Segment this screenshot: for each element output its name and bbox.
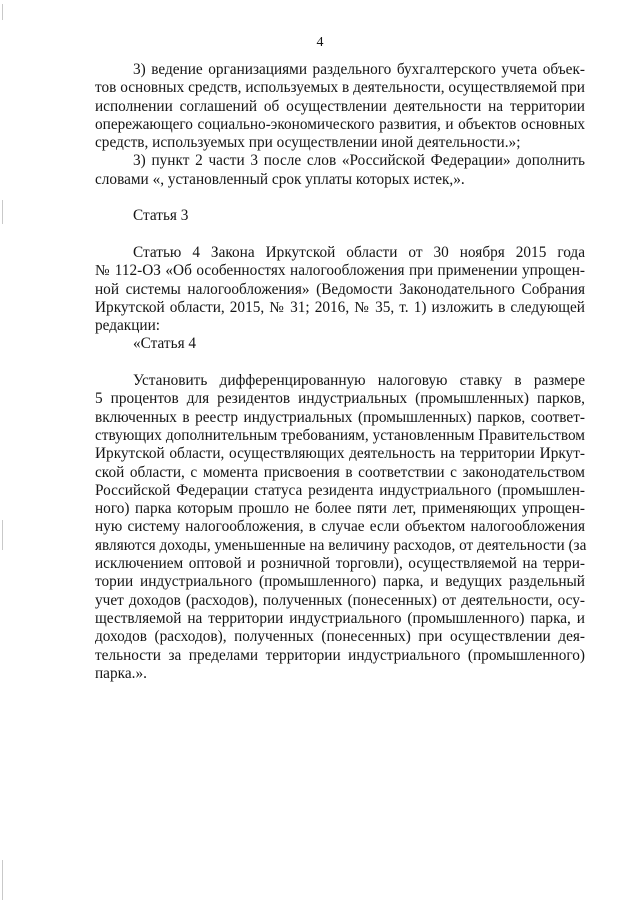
text-line: № 112-ОЗ «Об особенностях налогообложения при применении упрощен-: [95, 262, 585, 280]
text-line: включенных в реестр индустриальных (промышленных) парков, соответ-: [95, 408, 585, 426]
article-3-heading: Статья 3: [133, 207, 189, 225]
text-line: Статью 4 Закона Иркутской области от 30 ноября 2015 года: [133, 243, 585, 261]
text-line: Установить дифференцированную налоговую ставку в размере: [133, 372, 585, 390]
text-line: 3) ведение организациями раздельного бухгалтерского учета объек-: [133, 61, 585, 78]
text-line: словами «, установленный срок уплаты которых истек,».: [95, 170, 465, 188]
text-line: 5 процентов для резидентов индустриальных (промышленных) парков,: [95, 390, 585, 408]
text-line: исполнении соглашений об осуществлении деятельности на территории: [95, 97, 585, 115]
text-line: парка.».: [95, 664, 147, 682]
text-line: ную систему налогообложения, в случае если объектом налогообложения: [95, 518, 585, 536]
paragraph-item-3-supplement: [95, 152, 585, 189]
text-line: учет доходов (расходов), полученных (понесенных) от деятельности, осу-: [95, 591, 585, 609]
text-line: ществляемой на территории индустриального (промышленного) парка, и: [95, 609, 585, 627]
scan-edge-mark: [2, 200, 3, 224]
text-line: являются доходы, уменьшенные на величину расходов, от деятельности (за: [95, 536, 587, 554]
text-line: тельности за пределами территории индустриального (промышленного): [95, 646, 585, 664]
paragraph-article-4-text: [95, 372, 585, 683]
text-line: редакции:: [95, 317, 161, 335]
text-line: средств, используемых при осуществлении иной деятельности.»;: [95, 134, 521, 152]
text-line: ного) парка которым прошло не более пяти лет, применяющих упрощен-: [95, 500, 585, 518]
text-line: тов основных средств, используемых в деятельности, осуществляемой при: [95, 79, 585, 97]
document-body: [95, 61, 585, 683]
paragraph-item-3-accounting: [95, 61, 585, 152]
text-line: ствующих дополнительным требованиям, установленным Правительством: [95, 426, 585, 444]
scan-edge-mark: [2, 520, 3, 550]
text-line: тории индустриального (промышленного) парка, и ведущих раздельный: [95, 573, 585, 591]
text-line: опережающего социально-экономического развития, и объектов основных: [95, 115, 585, 133]
paragraph-article-3-text: [95, 244, 585, 335]
article-4-heading: «Статья 4: [133, 335, 197, 353]
page-number: 4: [316, 35, 324, 50]
text-line: ной системы налогообложения» (Ведомости Законодательного Собрания: [95, 280, 585, 298]
text-line: Иркутской области, 2015, № 31; 2016, № 35, т. 1) изложить в следующей: [95, 298, 585, 316]
scan-edge-mark: [2, 4, 3, 20]
text-line: 3) пункт 2 части 3 после слов «Российской Федерации» дополнить: [133, 152, 585, 170]
text-line: Российской Федерации статуса резидента индустриального (промышлен-: [95, 481, 585, 499]
text-line: Иркутской области, осуществляющих деятельность на территории Иркут-: [95, 445, 585, 463]
scan-edge-mark: [2, 860, 3, 900]
text-line: исключением оптовой и розничной торговли), осуществляемой на терри-: [95, 555, 585, 573]
text-line: ской области, с момента присвоения в соответствии с законодательством: [95, 463, 585, 481]
text-line: доходов (расходов), полученных (понесенных) при осуществлении дея-: [95, 628, 585, 646]
